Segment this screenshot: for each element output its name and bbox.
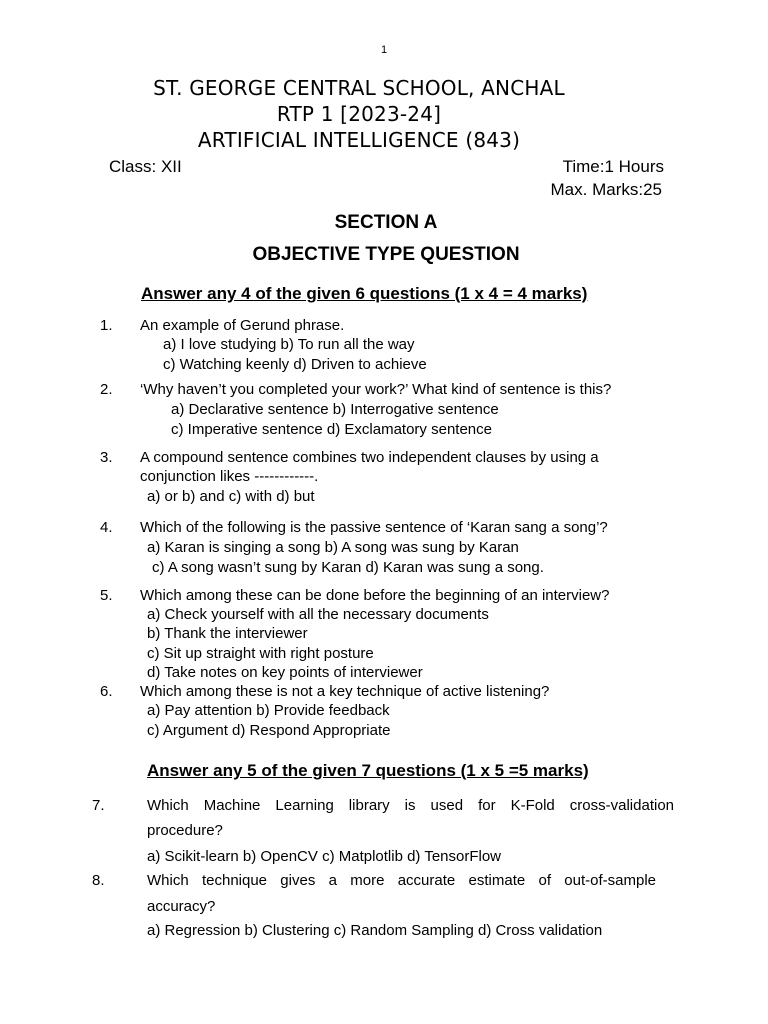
question-option: a) Declarative sentence b) Interrogative sentence <box>171 401 499 418</box>
question-text: An example of Gerund phrase. <box>140 317 345 334</box>
question-option: c) Watching keenly d) Driven to achieve <box>163 356 427 373</box>
school-name: ST. GEORGE CENTRAL SCHOOL, ANCHAL <box>153 76 565 100</box>
question-text-continued: conjunction likes ------------. <box>140 468 319 485</box>
question-option: a) Check yourself with all the necessary documents <box>147 606 489 623</box>
question-text: Which among these is not a key technique of active listening? <box>140 683 550 700</box>
question-option: b) Thank the interviewer <box>147 625 308 642</box>
question-option: c) Sit up straight with right posture <box>147 645 374 662</box>
question-number: 6. <box>100 683 113 700</box>
question-option: a) Karan is singing a song b) A song was sung by Karan <box>147 539 519 556</box>
exam-title: RTP 1 [2023-24] <box>276 102 442 126</box>
question-option: c) Imperative sentence d) Exclamatory sentence <box>171 421 492 438</box>
question-number: 2. <box>100 381 113 398</box>
question-option: a) or b) and c) with d) but <box>147 488 315 505</box>
question-option: a) I love studying b) To run all the way <box>163 336 415 353</box>
question-option: a) Scikit-learn b) OpenCV c) Matplotlib d) TensorFlow <box>147 848 502 865</box>
question-text-continued: procedure? <box>147 822 223 839</box>
question-text: Which among these can be done before the beginning of an interview? <box>140 587 610 604</box>
section-title: SECTION A <box>334 212 438 233</box>
section-subtitle: OBJECTIVE TYPE QUESTION <box>252 244 520 265</box>
question-text-continued: accuracy? <box>147 898 216 915</box>
question-text: A compound sentence combines two independent clauses by using a <box>140 449 599 466</box>
part2-instruction: Answer any 5 of the given 7 questions (1 x 5 =5 marks) <box>147 761 589 780</box>
question-number: 5. <box>100 587 113 604</box>
question-number: 7. <box>92 797 105 814</box>
question-number: 1. <box>100 317 113 334</box>
question-text: Which Machine Learning library is used for K-Fold cross-validation <box>147 797 674 814</box>
question-option: a) Pay attention b) Provide feedback <box>147 702 390 719</box>
question-option: c) Argument d) Respond Appropriate <box>147 722 391 739</box>
question-text: Which of the following is the passive sentence of ‘Karan sang a song’? <box>140 519 608 536</box>
subject-title: ARTIFICIAL INTELLIGENCE (843) <box>197 128 521 152</box>
class-label: Class: XII <box>109 157 182 176</box>
question-number: 8. <box>92 872 105 889</box>
question-text: Which technique gives a more accurate estimate of out-of-sample <box>147 872 656 889</box>
question-text: ‘Why haven’t you completed your work?’ What kind of sentence is this? <box>140 381 612 398</box>
page-number: 1 <box>380 44 388 56</box>
part1-instruction: Answer any 4 of the given 6 questions (1 x 4 = 4 marks) <box>141 284 588 303</box>
question-number: 3. <box>100 449 113 466</box>
max-marks-label: Max. Marks:25 <box>550 180 662 199</box>
time-label: Time:1 Hours <box>562 157 664 176</box>
question-option: d) Take notes on key points of interviewer <box>147 664 423 681</box>
question-option: a) Regression b) Clustering c) Random Sampling d) Cross validation <box>147 922 603 939</box>
question-number: 4. <box>100 519 113 536</box>
question-option: c) A song wasn’t sung by Karan d) Karan was sung a song. <box>152 559 544 576</box>
